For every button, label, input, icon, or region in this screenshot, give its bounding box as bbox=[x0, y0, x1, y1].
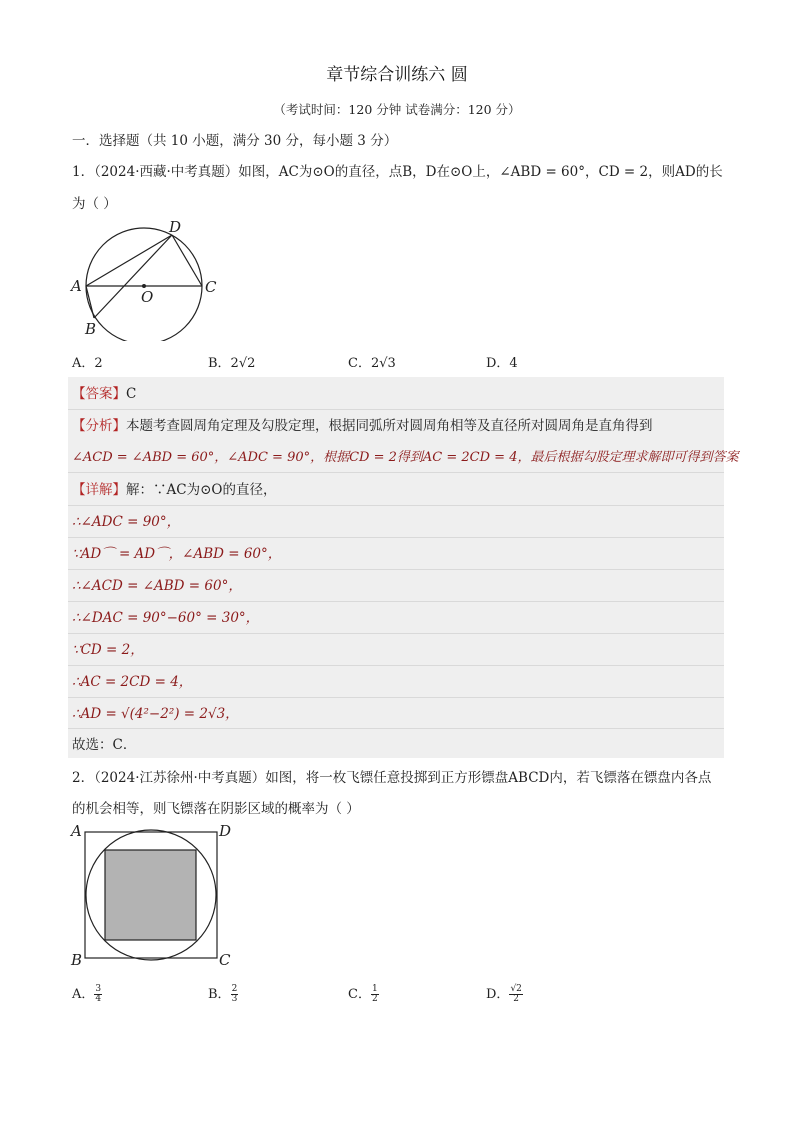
q2-square-figure bbox=[68, 822, 238, 972]
section-heading: 一．选择题（共 10 小题，满分 30 分，每小题 3 分） bbox=[72, 133, 398, 149]
analysis-text: 本题考查圆周角定理及勾股定理，根据同弧所对圆周角相等及直径所对圆周角是直角得到 bbox=[126, 418, 653, 434]
divider bbox=[68, 505, 724, 506]
analysis-line2: ∠ACD = ∠ABD = 60°，∠ADC = 90°，根据CD = 2得到AC = 2CD = 4，最后根据勾股定理求解即可得到答案 bbox=[72, 450, 739, 465]
label-o: O bbox=[141, 288, 154, 306]
solution-step: ∴∠DAC = 90°−60° = 30°， bbox=[72, 610, 260, 626]
divider bbox=[68, 472, 724, 473]
chord-bd bbox=[94, 235, 172, 318]
q1-stem-line2: 为（ ） bbox=[72, 196, 117, 212]
detail-line1 bbox=[72, 480, 276, 500]
chord-ad bbox=[86, 235, 172, 286]
label-c: C bbox=[219, 951, 231, 969]
label-d: D bbox=[169, 218, 182, 236]
q1-option-c[interactable]: C．2√3 bbox=[348, 356, 396, 371]
divider bbox=[68, 665, 724, 666]
chord-dc bbox=[172, 235, 202, 286]
q2-option-c[interactable] bbox=[348, 983, 379, 1004]
answer-line bbox=[72, 384, 136, 404]
q1-option-a[interactable]: A．2 bbox=[72, 356, 103, 371]
label-c: C bbox=[205, 278, 217, 296]
analysis-tag: 【分析】 bbox=[72, 418, 126, 434]
fraction: $\frac{2}{3}$ bbox=[231, 984, 238, 1004]
label-b: B bbox=[85, 320, 97, 338]
detail-text: 解：∵AC为⊙O的直径， bbox=[126, 482, 277, 498]
divider bbox=[68, 569, 724, 570]
solution-step: ∴AD = √(4²−2²) = 2√3， bbox=[72, 706, 239, 722]
option-label: D． bbox=[486, 987, 510, 1002]
divider bbox=[68, 537, 724, 538]
q2-option-d[interactable] bbox=[486, 983, 523, 1004]
q2-option-b[interactable] bbox=[208, 983, 238, 1004]
label-d: D bbox=[219, 822, 232, 840]
q2-stem-line1: 2．（2024·江苏徐州·中考真题）如图，将一枚飞镖任意投掷到正方形镖盘ABCD内，若飞镖落在镖盘内各点 bbox=[72, 770, 712, 786]
q1-option-b[interactable]: B．2√2 bbox=[208, 356, 256, 371]
q1-circle-figure bbox=[68, 216, 228, 341]
solution-step: ∵AD⌒ = AD⌒，∠ABD = 60°， bbox=[72, 546, 282, 562]
q2-option-a[interactable] bbox=[72, 983, 102, 1004]
divider bbox=[68, 633, 724, 634]
q2-stem-line2: 的机会相等，则飞镖落在阴影区域的概率为（ ） bbox=[72, 801, 360, 817]
solution-step: ∴∠ADC = 90°， bbox=[72, 514, 181, 530]
page-title: 章节综合训练六 圆 bbox=[326, 65, 468, 85]
conclusion: 故选：C． bbox=[72, 737, 137, 753]
divider bbox=[68, 409, 724, 410]
detail-tag: 【详解】 bbox=[72, 482, 126, 498]
fraction: $\frac{1}{2}$ bbox=[371, 984, 378, 1004]
label-a: A bbox=[71, 822, 82, 840]
divider bbox=[68, 728, 724, 729]
solution-step: ∴AC = 2CD = 4， bbox=[72, 674, 193, 690]
fraction: $\frac{3}{4}$ bbox=[95, 984, 102, 1004]
analysis-line1 bbox=[72, 416, 653, 436]
q1-option-d[interactable]: D．4 bbox=[486, 356, 518, 371]
option-label: C． bbox=[348, 987, 371, 1002]
q1-stem-line1: 1．（2024·西藏·中考真题）如图，AC为⊙O的直径，点B，D在⊙O上，∠ABD = 60°，CD = 2，则AD的长 bbox=[72, 164, 723, 180]
divider bbox=[68, 601, 724, 602]
option-label: A． bbox=[72, 987, 95, 1002]
solution-step: ∵CD = 2， bbox=[72, 642, 144, 658]
exam-info: （考试时间：120 分钟 试卷满分：120 分） bbox=[273, 102, 521, 117]
fraction: $\frac{√2}{2}$ bbox=[510, 984, 522, 1004]
answer-tag: 【答案】 bbox=[72, 386, 126, 402]
divider bbox=[68, 697, 724, 698]
shaded-square bbox=[105, 850, 196, 940]
chord-ab bbox=[86, 286, 94, 318]
solution-step: ∴∠ACD = ∠ABD = 60°， bbox=[72, 578, 242, 594]
label-b: B bbox=[71, 951, 83, 969]
option-label: B． bbox=[208, 987, 231, 1002]
answer-value: C bbox=[126, 386, 137, 402]
label-a: A bbox=[71, 277, 82, 295]
